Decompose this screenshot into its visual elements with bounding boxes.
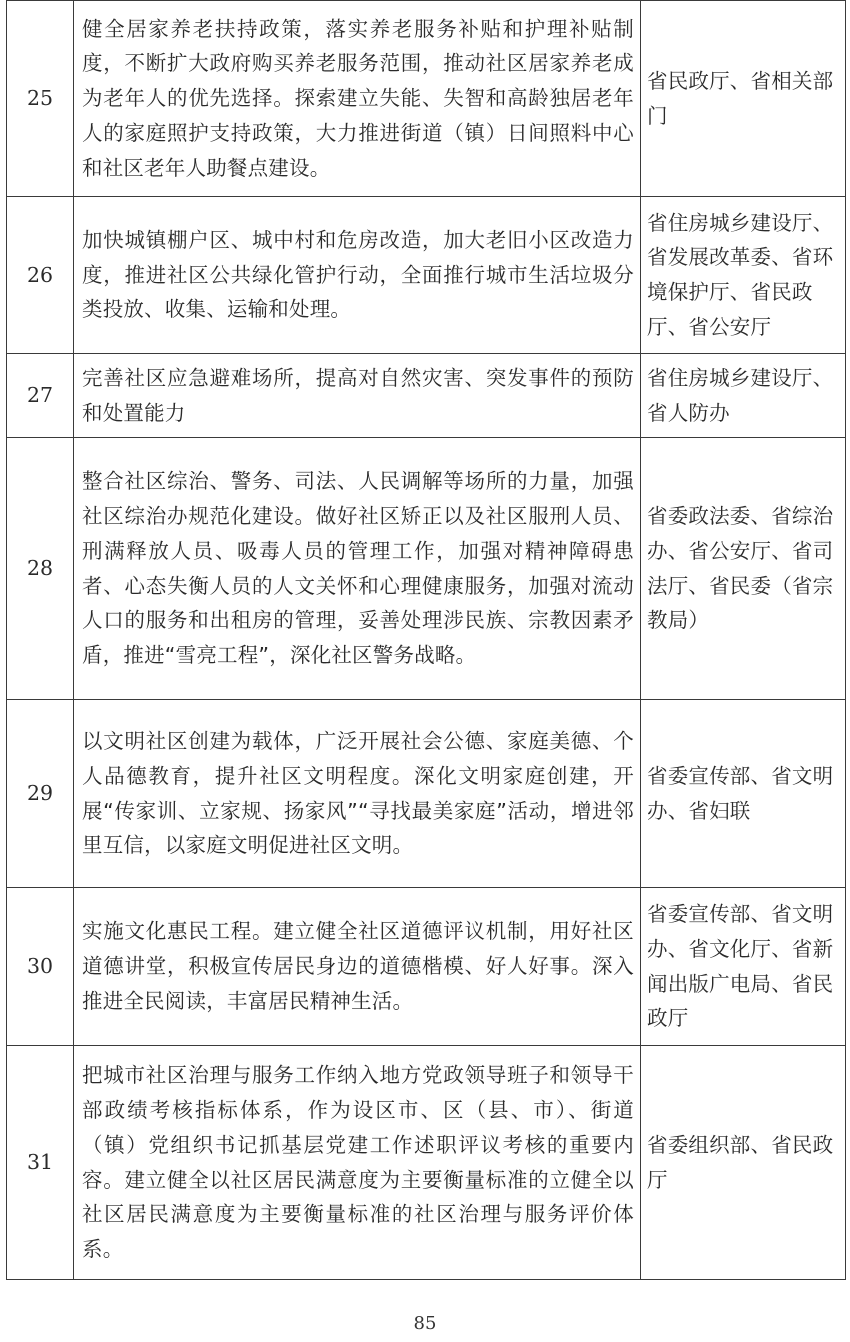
responsible-departments: 省住房城乡建设厅、省发展改革委、省环境保护厅、省民政厅、省公安厅 (641, 197, 846, 354)
table-row (7, 1046, 846, 1280)
responsible-departments: 省委宣传部、省文明办、省文化厅、省新闻出版广电局、省民政厅 (641, 888, 846, 1046)
responsible-departments: 省委宣传部、省文明办、省妇联 (641, 700, 846, 888)
table-row (7, 888, 846, 1046)
task-description: 加快城镇棚户区、城中村和危房改造，加大老旧小区改造力度，推进社区公共绿化管护行动，全面推行城市生活垃圾分类投放、收集、运输和处理。 (74, 197, 641, 354)
task-description: 完善社区应急避难场所，提高对自然灾害、突发事件的预防和处置能力 (74, 354, 641, 438)
row-number: 26 (7, 197, 74, 354)
task-description: 把城市社区治理与服务工作纳入地方党政领导班子和领导干部政绩考核指标体系，作为设区市、区（县、市）、街道（镇）党组织书记抓基层党建工作述职评议考核的重要内容。建立健全以社区居民满意度为主要衡量标准的立健全以社区居民满意度为主要衡量标准的社区治理与服务评价体系。 (74, 1046, 641, 1280)
task-description: 整合社区综治、警务、司法、人民调解等场所的力量，加强社区综治办规范化建设。做好社区矫正以及社区服刑人员、刑满释放人员、吸毒人员的管理工作，加强对精神障碍患者、心态失衡人员的人文关怀和心理健康服务，加强对流动人口的服务和出租房的管理，妥善处理涉民族、宗教因素矛盾，推进“雪亮工程”，深化社区警务战略。 (74, 438, 641, 700)
row-number: 31 (7, 1046, 74, 1280)
row-number: 30 (7, 888, 74, 1046)
responsible-departments: 省委组织部、省民政厅 (641, 1046, 846, 1280)
task-table (6, 0, 846, 1280)
task-description: 实施文化惠民工程。建立健全社区道德评议机制，用好社区道德讲堂，积极宣传居民身边的道德楷模、好人好事。深入推进全民阅读，丰富居民精神生活。 (74, 888, 641, 1046)
responsible-departments: 省住房城乡建设厅、省人防办 (641, 354, 846, 438)
row-number: 27 (7, 354, 74, 438)
task-description: 健全居家养老扶持政策，落实养老服务补贴和护理补贴制度，不断扩大政府购买养老服务范围，推动社区居家养老成为老年人的优先选择。探索建立失能、失智和高龄独居老年人的家庭照护支持政策，大力推进街道（镇）日间照料中心和社区老年人助餐点建设。 (74, 1, 641, 197)
row-number: 28 (7, 438, 74, 700)
task-description: 以文明社区创建为载体，广泛开展社会公德、家庭美德、个人品德教育，提升社区文明程度。深化文明家庭创建，开展“传家训、立家规、扬家风”“寻找最美家庭”活动，增进邻里互信，以家庭文明促进社区文明。 (74, 700, 641, 888)
responsible-departments: 省民政厅、省相关部门 (641, 1, 846, 197)
row-number: 29 (7, 700, 74, 888)
page-number: 85 (413, 1313, 437, 1334)
table-row (7, 700, 846, 888)
responsible-departments: 省委政法委、省综治办、省公安厅、省司法厅、省民委（省宗教局） (641, 438, 846, 700)
table-row (7, 354, 846, 438)
table-row (7, 197, 846, 354)
table-row (7, 438, 846, 700)
table-row (7, 1, 846, 197)
row-number: 25 (7, 1, 74, 197)
